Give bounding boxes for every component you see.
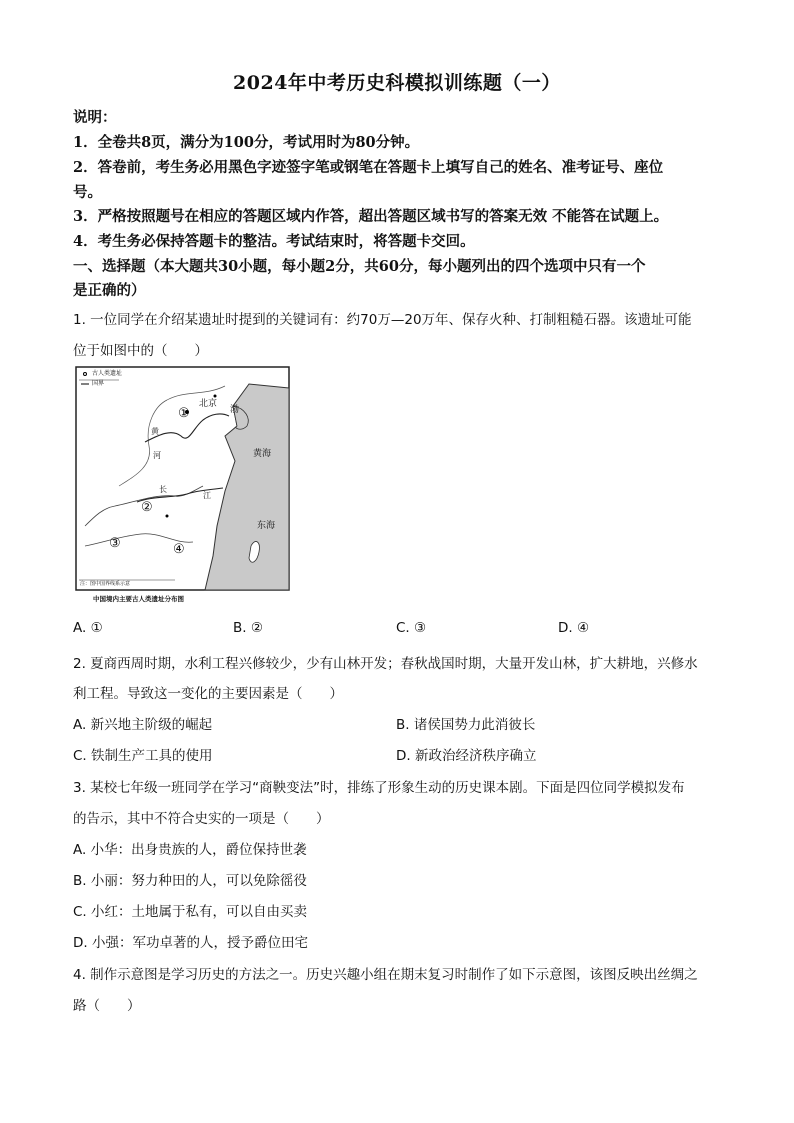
label-bohai: 渤 bbox=[230, 405, 240, 415]
question-3-option-c[interactable]: C. 小红：土地属于私有，可以自由买卖 bbox=[73, 904, 308, 920]
label-jiang: 江 bbox=[203, 491, 211, 500]
instruction-item-4: 4．考生务必保持答题卡的整洁。考试结束时，将答题卡交回。 bbox=[73, 233, 475, 250]
instruction-item-3: 3．严格按照题号在相应的答题区域内作答，超出答题区域书写的答案无效 不能答在试题上。 bbox=[73, 208, 669, 225]
question-1-option-c[interactable]: C. ③ bbox=[396, 620, 427, 636]
question-4-line-1: 4. 制作示意图是学习历史的方法之一。历史兴趣小组在期末复习时制作了如下示意图，该图反映出丝绸之 bbox=[73, 967, 698, 983]
question-1-line-1: 1. 一位同学在介绍某遗址时提到的关键词有：约70万—20万年、保存火种、打制粗糙石器。该遗址可能 bbox=[73, 312, 692, 328]
site-marker-4: ④ bbox=[173, 542, 185, 557]
map-note: 注：图中国界线系示意 bbox=[80, 581, 131, 587]
question-2-line-1: 2. 夏商西周时期，水利工程兴修较少，少有山林开发；春秋战国时期，大量开发山林，扩大耕地，兴修水 bbox=[73, 656, 698, 672]
question-2-option-d[interactable]: D. 新政治经济秩序确立 bbox=[396, 748, 537, 764]
section-heading: 一、选择题（本大题共30小题，每小题2分，共60分，每小题列出的四个选项中只有一个 bbox=[73, 258, 646, 275]
question-1-option-d[interactable]: D. ④ bbox=[558, 620, 590, 636]
site-marker-3: ③ bbox=[109, 536, 121, 551]
question-1-option-b[interactable]: B. ② bbox=[233, 620, 263, 636]
map-figure bbox=[75, 366, 290, 594]
question-3-option-a[interactable]: A. 小华：出身贵族的人，爵位保持世袭 bbox=[73, 842, 307, 858]
question-1-option-a[interactable]: A. ① bbox=[73, 620, 103, 636]
question-2-option-c[interactable]: C. 铁制生产工具的使用 bbox=[73, 748, 213, 764]
label-huanghai: 黄海 bbox=[253, 449, 272, 459]
label-he: 河 bbox=[153, 451, 161, 460]
question-4-line-2: 路（ ） bbox=[73, 998, 141, 1014]
site-marker-1: ① bbox=[178, 406, 190, 421]
label-beijing: 北京 bbox=[199, 399, 218, 409]
question-3-line-1: 3. 某校七年级一班同学在学习“商鞅变法”时，排练了形象生动的历史课本剧。下面是四位同学模拟发布 bbox=[73, 780, 685, 796]
site-marker-2: ② bbox=[141, 500, 153, 515]
question-3-option-d[interactable]: D. 小强：军功卓著的人，授予爵位田宅 bbox=[73, 935, 308, 951]
question-2-option-b[interactable]: B. 诸侯国势力此消彼长 bbox=[396, 717, 536, 733]
exam-title: 2024年中考历史科模拟训练题（一） bbox=[233, 72, 561, 94]
label-huang: 黄 bbox=[151, 427, 159, 436]
section-heading-cont: 是正确的） bbox=[73, 282, 146, 299]
question-2-line-2: 利工程。导致这一变化的主要因素是（ ） bbox=[73, 686, 343, 702]
instruction-item-2-cont: 号。 bbox=[73, 184, 102, 201]
label-donghai: 东海 bbox=[257, 521, 276, 531]
legend-border: 国界 bbox=[92, 380, 105, 387]
question-1-line-2: 位于如图中的（ ） bbox=[73, 343, 208, 359]
instructions-heading: 说明： bbox=[73, 109, 117, 126]
question-3-option-b[interactable]: B. 小丽：努力种田的人，可以免除徭役 bbox=[73, 873, 307, 889]
instruction-item-1: 1．全卷共8页，满分为100分，考试用时为80分钟。 bbox=[73, 134, 420, 151]
legend-sites: 古人类遗址 bbox=[92, 370, 123, 377]
instruction-item-2: 2．答卷前，考生务必用黑色字迹签字笔或钢笔在答题卡上填写自己的姓名、准考证号、座位 bbox=[73, 159, 664, 176]
ancient-sites-map bbox=[75, 366, 290, 606]
question-3-line-2: 的告示，其中不符合史实的一项是（ ） bbox=[73, 811, 330, 827]
map-caption: 中国境内主要古人类遗址分布图 bbox=[93, 595, 184, 603]
question-2-option-a[interactable]: A. 新兴地主阶级的崛起 bbox=[73, 717, 213, 733]
label-chang: 长 bbox=[159, 485, 167, 494]
